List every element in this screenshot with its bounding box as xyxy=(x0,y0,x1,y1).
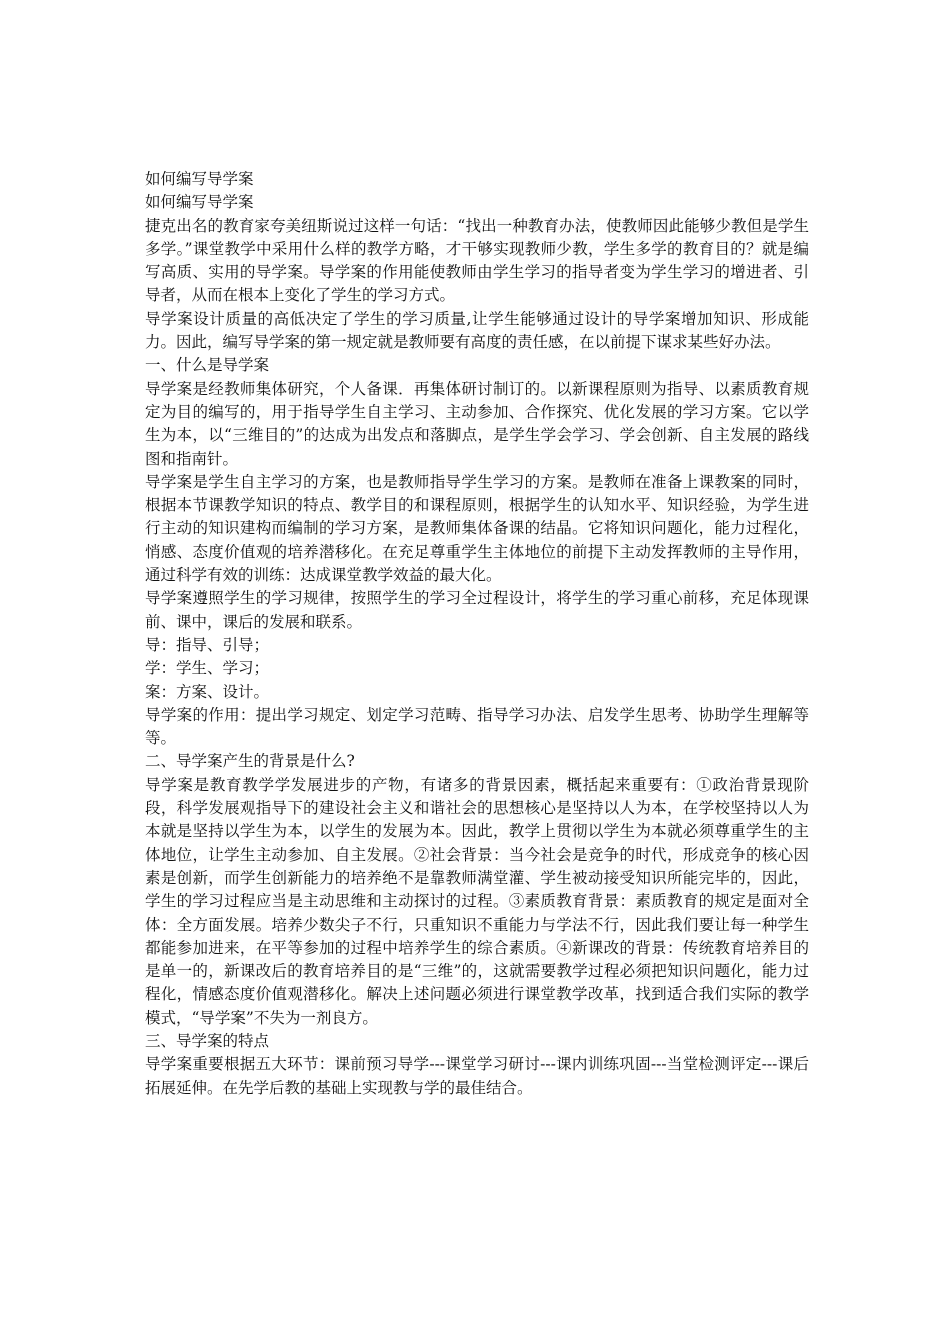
section-heading-2: 二、导学案产生的背景是什么? xyxy=(145,752,355,771)
paragraph-function: 导学案的作用：提出学习规定、划定学习范畴、指导学习办法、启发学生思考、协助学生理解等等。 xyxy=(145,705,809,748)
paragraph-features: 导学案重要根据五大环节：课前预习导学---课堂学习研讨---课内训练巩固---当堂检测评定---课后拓展延伸。在先学后教的基础上实现教与学的最佳结合。 xyxy=(145,1055,809,1097)
section-heading-3: 三、导学案的特点 xyxy=(145,1031,270,1050)
paragraph-definition: 导学案是经教师集体研究，个人备课．再集体研讨制订的。以新课程原则为指导、以素质教育规定为目的编写的，用于指导学生自主学习、主动参加、合作探究、优化发展的学习方案。它以学生为本，以“三维目的”的达成为出发点和落脚点，是学生学会学习、学会创新、自主发展的路线图和指南针。 xyxy=(145,379,809,468)
paragraph-quality: 导学案设计质量的高低决定了学生的学习质量,让学生能够通过设计的导学案增加知识、形成能力。因此，编写导学案的第一规定就是教师要有高度的责任感，在以前提下谋求某些好办法。 xyxy=(145,309,809,352)
section-heading-1: 一、什么是导学案 xyxy=(145,356,270,375)
definition-dao: 导：指导、引导； xyxy=(145,635,270,654)
paragraph-plan: 导学案是学生自主学习的方案，也是教师指导学生学习的方案。是教师在准备上课教案的同时，根据本节课教学知识的特点、教学目的和课程原则，根据学生的认知水平、知识经验，为学生进行主动的知识建构而编制的学习方案，是教师集体备课的结晶。它将知识问题化，能力过程化，悄感、态度价值观的培养潜移化。在充足尊重学生主体地位的前提下主动发挥教师的主导作用，通过科学有效的训练：达成课堂教学效益的最大化。 xyxy=(145,472,809,585)
definition-xue: 学：学生、学习； xyxy=(145,659,270,678)
paragraph-rules: 导学案遵照学生的学习规律，按照学生的学习全过程设计，将学生的学习重心前移，充足体现课前、课中，课后的发展和联系。 xyxy=(145,589,809,631)
document-body xyxy=(145,168,809,1100)
paragraph-intro: 捷克出名的教育家夸美纽斯说过这样一句话：“找出一种教育办法，使教师因此能够少教但是学生多学。”课堂教学中采用什么样的教学方略，才干够实现教师少教，学生多学的教育目的？就是编写高质、实用的导学案。导学案的作用能使教师由学生学习的指导者变为学生学习的增进者、引导者，从而在根本上变化了学生的学习方式。 xyxy=(145,216,809,305)
document-subtitle: 如何编写导学案 xyxy=(145,193,254,212)
document-title: 如何编写导学案 xyxy=(145,170,254,188)
definition-an: 案：方案、设计。 xyxy=(145,682,270,701)
paragraph-background: 导学案是教育教学学发展进步的产物，有诸多的背景因素，概括起来重要有：①政治背景现阶段，科学发展观指导下的建设社会主义和谐社会的思想核心是坚持以人为本，在学校坚持以人为本就是坚持以学生为本，以学生的发展为本。因此，教学上贯彻以学生为本就必须尊重学生的主体地位，让学生主动参加、自主发展。②社会背景：当今社会是竞争的时代，形成竞争的核心因素是创新，而学生创新能力的培养绝不是靠教师满堂灌、学生被动接受知识所能完毕的，因此，学生的学习过程应当是主动思维和主动探讨的过程。③素质教育背景：素质教育的规定是面对全体：全方面发展。培养少数尖子不行，只重知识不重能力与学法不行，因此我们要让每一种学生都能参加进来，在平等参加的过程中培养学生的综合素质。④新课改的背景：传统教育培养目的是单一的，新课改后的教育培养目的是“三维”的，这就需要教学过程必须把知识问题化，能力过程化，情感态度价值观潜移化。解决上述问题必须进行课堂教学改革，找到适合我们实际的教学模式，“导学案”不失为一剂良方。 xyxy=(145,775,809,1027)
